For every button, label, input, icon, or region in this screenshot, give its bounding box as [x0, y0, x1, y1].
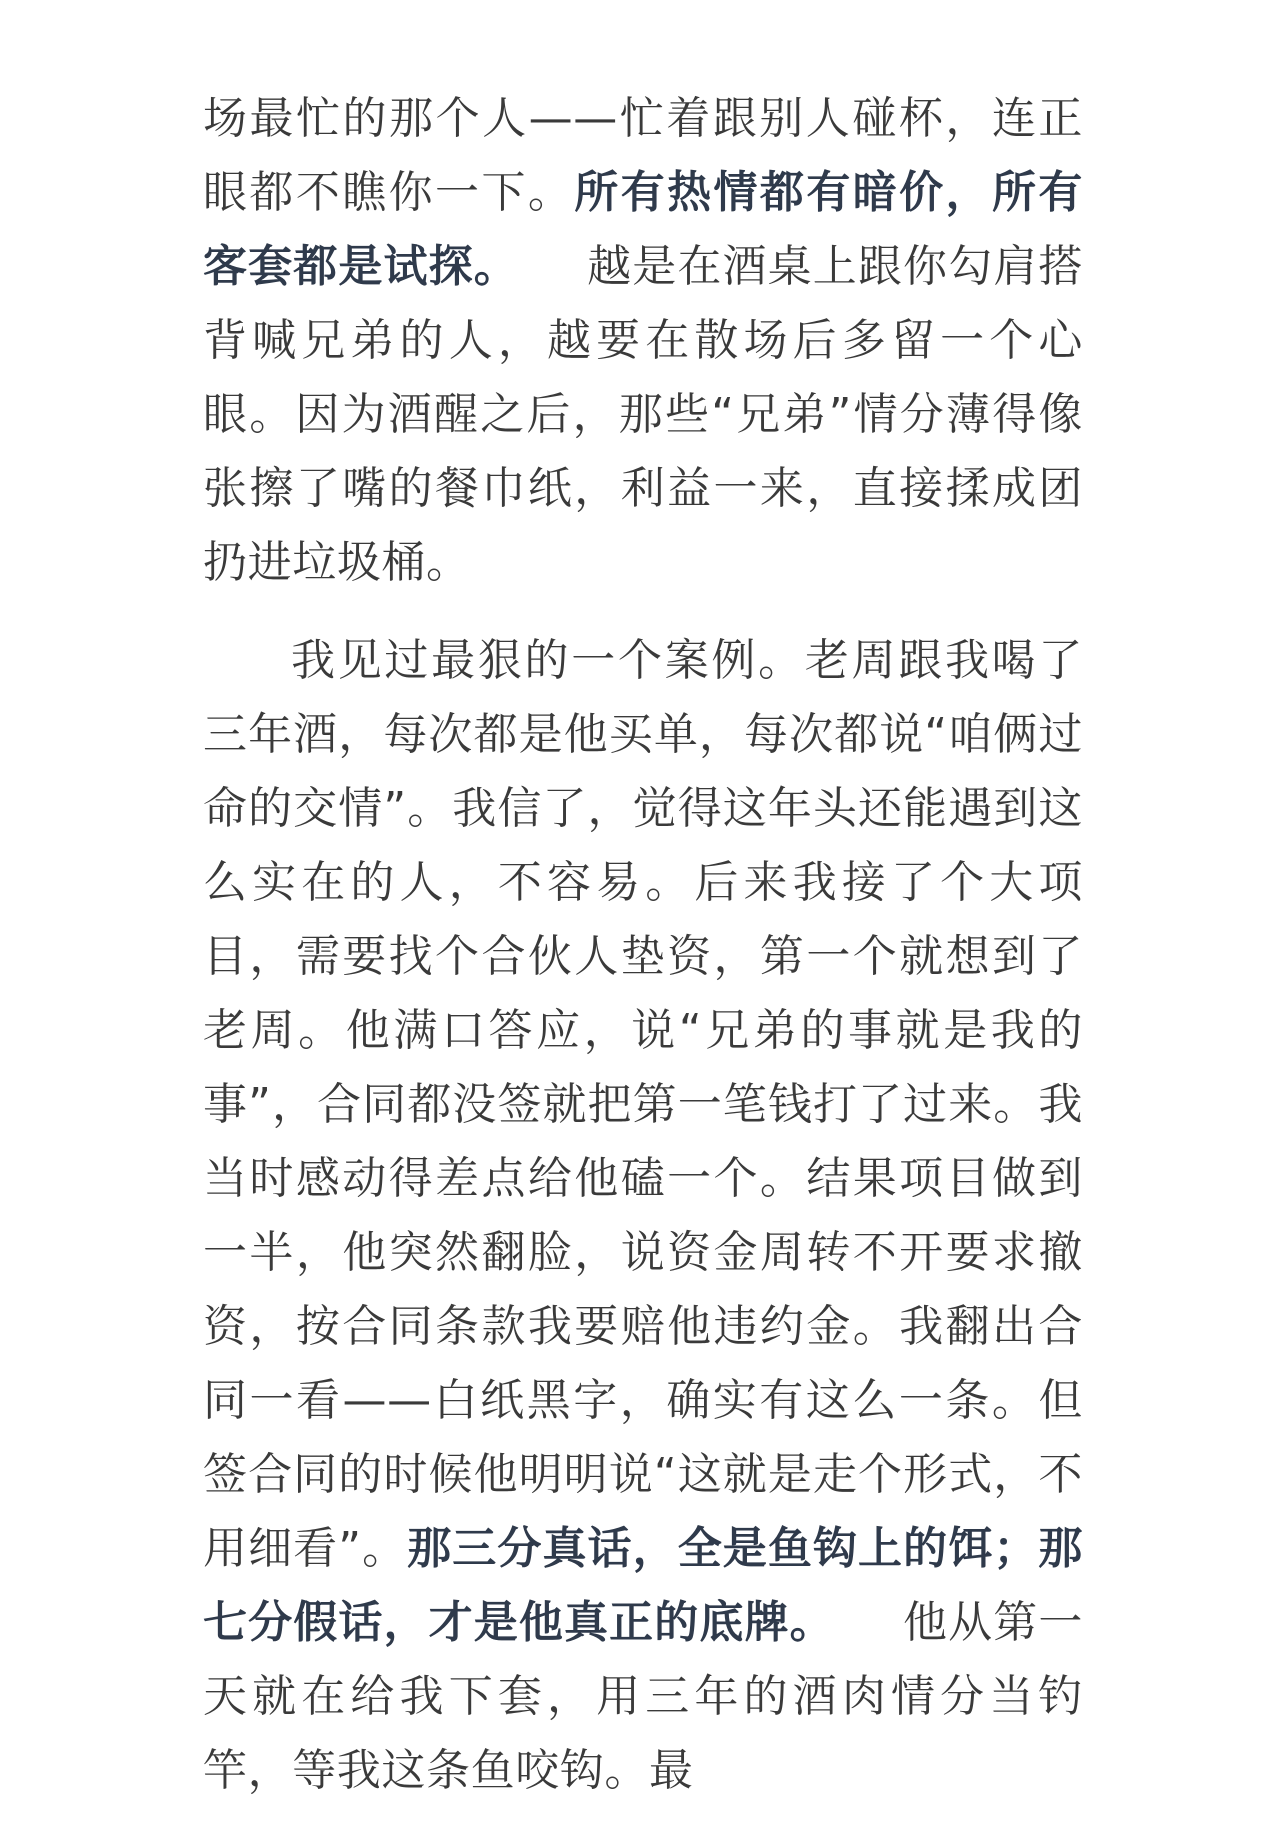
paragraph-2-bold-quote: 那三分真话，全是鱼钩上的饵；那七分假话，才是他真正的底牌。 — [203, 1523, 1083, 1648]
paragraph-2-text: 我见过最狠的一个案例。老周跟我喝了三年酒，每次都是他买单，每次都说“咱俩过命的交情”。我信了，觉得这年头还能遇到这么实在的人，不容易。后来我接了个大项目，需要找个合伙人垫资，第一个就想到了老周。他满口答应，说“兄弟的事就是我的事”，合同都没签就把第一笔钱打了过来。我当时感动得差点给他磕一个。结果项目做到一半，他突然翻脸，说资金周转不开要求撤资，按合同条款我要赔他违约金。我翻出合同一看——白纸黑字，确实有这么一条。但签合同的时候他明明说“这就是走个形式，不用细看”。 — [203, 635, 1083, 1574]
paragraph-1-text-continued: 越是在酒桌上跟你勾肩搭背喊兄弟的人，越要在散场后多留一个心眼。因为酒醒之后，那些“兄弟”情分薄得像张擦了嘴的餐巾纸，利益一来，直接揉成团扔进垃圾桶。 — [203, 241, 1083, 588]
paragraph-1-text: 场最忙的那个人——忙着跟别人碰杯，连正眼都不瞧你一下。 — [203, 93, 1083, 218]
article-body — [203, 82, 1083, 1832]
paragraph-2 — [203, 624, 1083, 1808]
paragraph-2-text-continued: 他从第一天就在给我下套，用三年的酒肉情分当钓竿，等我这条鱼咬钩。最 — [203, 1597, 1083, 1796]
paragraph-1 — [203, 82, 1083, 600]
paragraph-1-bold-quote: 所有热情都有暗价，所有客套都是试探。 — [203, 167, 1083, 292]
